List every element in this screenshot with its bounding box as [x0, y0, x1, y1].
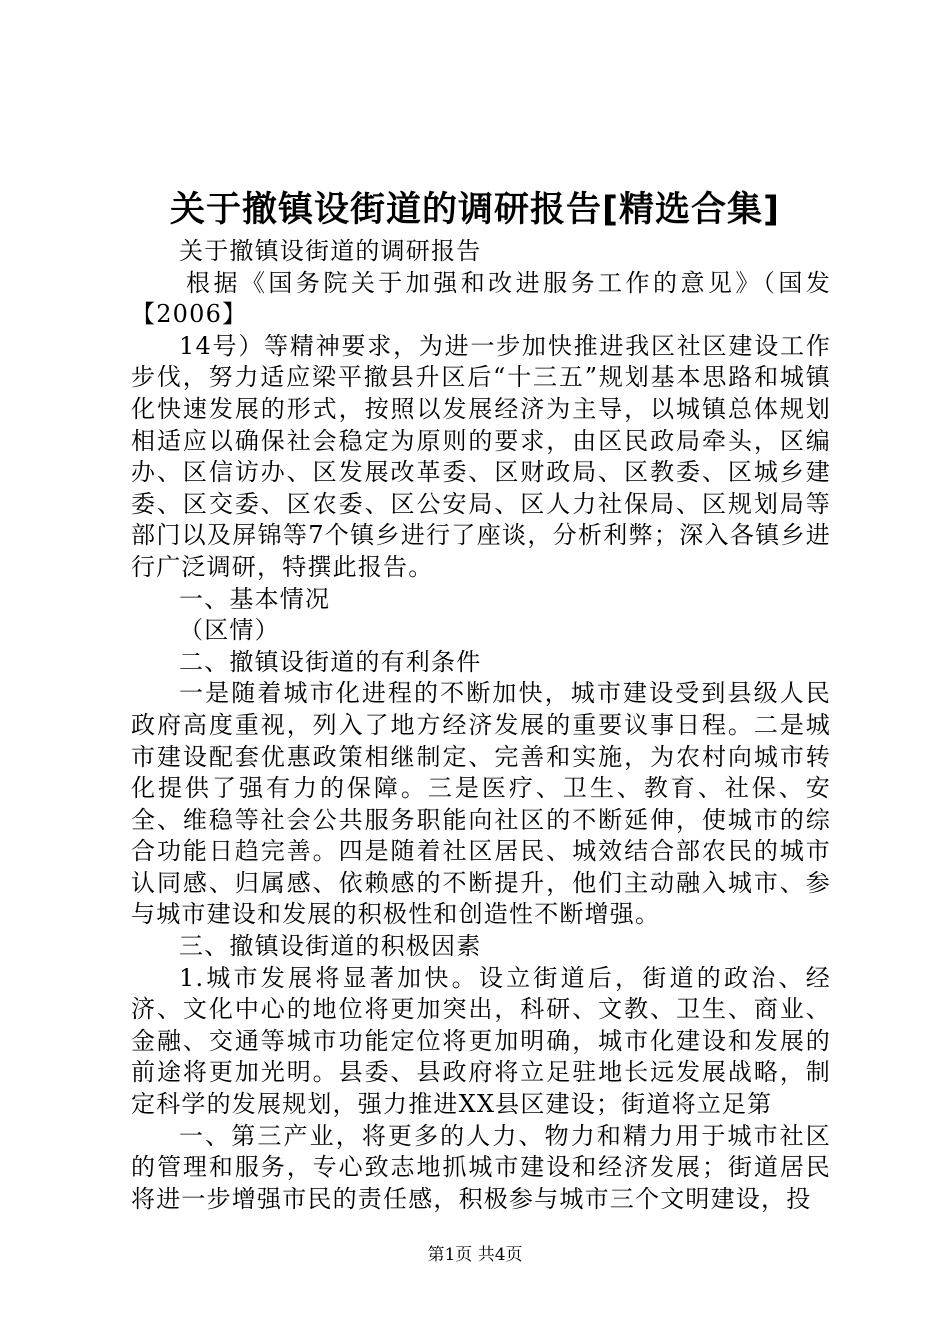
document-body [131, 236, 831, 1215]
paragraph: 一、第三产业，将更多的人力、物力和精力用于城市社区的管理和服务，专心致志地抓城市建设和经济发展；街道居民将进一步增强市民的责任感，积极参与城市三个文明建设，投 [131, 1121, 831, 1213]
document-title: 关于撤镇设街道的调研报告[精选合集] [170, 190, 780, 230]
paragraph: 根据《国务院关于加强和改进服务工作的意见》（国发【2006】 [131, 268, 831, 329]
section-heading: 一、基本情况 [179, 584, 331, 613]
paragraph: （区情） [179, 616, 280, 645]
paragraph: 14号）等精神要求，为进一步加快推进我区社区建设工作步伐，努力适应梁平撤县升区后“十三五”规划基本思路和城镇化快速发展的形式，按照以发展经济为主导，以城镇总体规划相适应以确保社会稳定为原则的要求，由区民政局牵头，区编办、区信访办、区发展改革委、区财政局、区教委、区城乡建委、区交委、区农委、区公安局、区人力社保局、区规划局等部门以及屏锦等7个镇乡进行了座谈，分析利弊；深入各镇乡进行广泛调研，特撰此报告。 [131, 331, 831, 581]
page-footer: 第1页 共4页 [427, 1245, 523, 1265]
paragraph: 关于撤镇设街道的调研报告 [179, 237, 482, 265]
paragraph: 一是随着城市化进程的不断加快，城市建设受到县级人民政府高度重视，列入了地方经济发展的重要议事日程。二是城市建设配套优惠政策相继制定、完善和实施，为农村向城市转化提供了强有力的保障。三是医疗、卫生、教育、社保、安全、维稳等社会公共服务职能向社区的不断延伸，使城市的综合功能日趋完善。四是随着社区居民、城效结合部农民的城市认同感、归属感、依赖感的不断提升，他们主动融入城市、参与城市建设和发展的积极性和创造性不断增强。 [131, 679, 831, 929]
paragraph: 1.城市发展将显著加快。设立街道后，街道的政治、经济、文化中心的地位将更加突出，科研、文教、卫生、商业、金融、交通等城市功能定位将更加明确，城市化建设和发展的前途将更加光明。县委、县政府将立足驻地长远发展战略，制定科学的发展规划，强力推进XX县区建设；街道将立足第 [131, 963, 831, 1119]
section-heading: 三、撤镇设街道的积极因素 [179, 932, 482, 961]
section-heading: 二、撤镇设街道的有利条件 [179, 647, 482, 676]
